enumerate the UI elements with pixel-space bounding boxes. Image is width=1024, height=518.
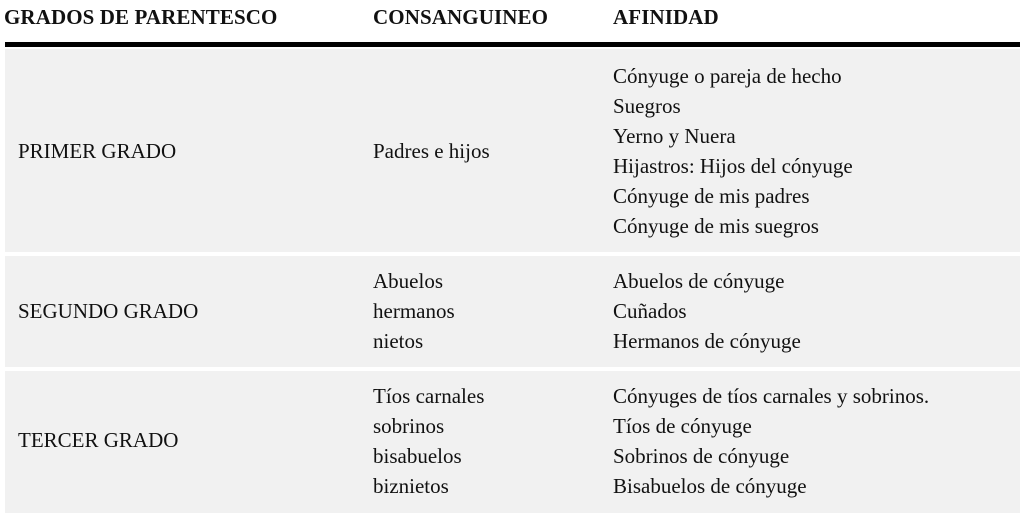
afinidad-item: Hijastros: Hijos del cónyuge	[613, 154, 853, 178]
afinidad-item: Cónyuge de mis padres	[613, 184, 810, 208]
header-divider	[5, 42, 1020, 47]
table-header	[0, 0, 1024, 42]
consanguineo-list	[373, 266, 455, 356]
afinidad-item: Cónyuge de mis suegros	[613, 214, 819, 238]
consanguineo-list	[373, 136, 490, 166]
grade-label: PRIMER GRADO	[18, 139, 177, 163]
consanguineo-item: Tíos carnales	[373, 384, 485, 408]
table-row-primer-grado	[5, 49, 1020, 252]
grade-label: TERCER GRADO	[18, 428, 179, 452]
afinidad-item: Bisabuelos de cónyuge	[613, 474, 807, 498]
consanguineo-item: biznietos	[373, 474, 449, 498]
consanguineo-item: nietos	[373, 329, 424, 353]
header-afinidad: AFINIDAD	[613, 5, 719, 29]
grade-label: SEGUNDO GRADO	[18, 299, 199, 323]
header-consanguineo: CONSANGUINEO	[373, 5, 549, 29]
afinidad-item: Cónyuge o pareja de hecho	[613, 64, 842, 88]
afinidad-item: Cuñados	[613, 299, 687, 323]
consanguineo-item: Padres e hijos	[373, 139, 490, 163]
table-row-segundo-grado	[5, 256, 1020, 367]
afinidad-item: Yerno y Nuera	[613, 124, 736, 148]
afinidad-list	[613, 61, 853, 241]
afinidad-item: Abuelos de cónyuge	[613, 269, 785, 293]
consanguineo-item: bisabuelos	[373, 444, 462, 468]
consanguineo-list	[373, 381, 484, 501]
afinidad-item: Cónyuges de tíos carnales y sobrinos.	[613, 384, 930, 408]
afinidad-list	[613, 266, 801, 356]
consanguineo-item: Abuelos	[373, 269, 443, 293]
header-grados-de-parentesco: GRADOS DE PARENTESCO	[4, 5, 278, 29]
afinidad-item: Hermanos de cónyuge	[613, 329, 801, 353]
table-row-tercer-grado	[5, 371, 1020, 513]
afinidad-item: Tíos de cónyuge	[613, 414, 752, 438]
consanguineo-item: sobrinos	[373, 414, 445, 438]
afinidad-list	[613, 381, 929, 501]
afinidad-item: Sobrinos de cónyuge	[613, 444, 790, 468]
consanguineo-item: hermanos	[373, 299, 455, 323]
afinidad-item: Suegros	[613, 94, 681, 118]
